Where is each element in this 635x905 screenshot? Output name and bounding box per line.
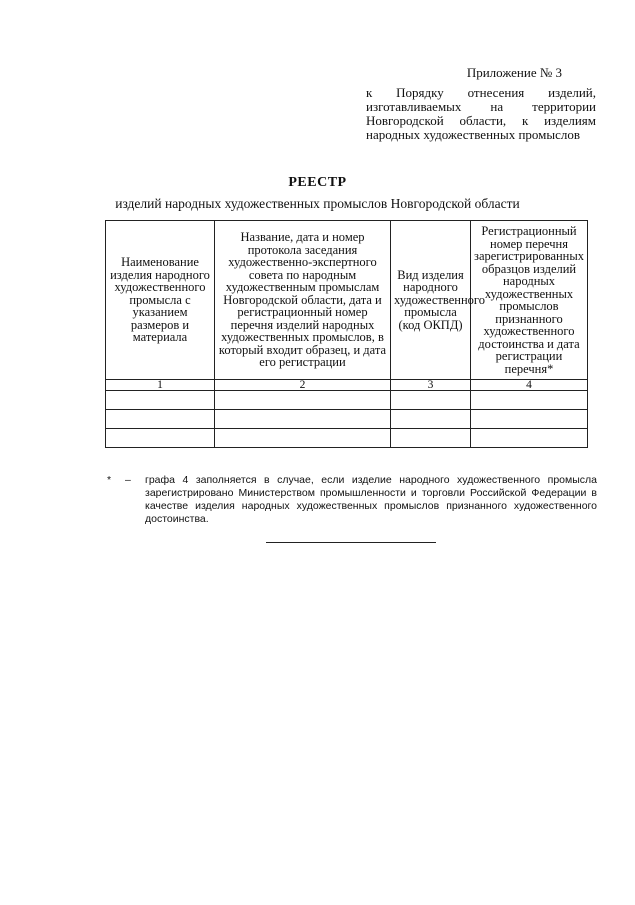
table-cell <box>215 429 391 448</box>
appendix-description: к Порядку отнесения изделий, изготавливаемых на территории Новгородской области, к изделиям народных художественных промыслов <box>366 85 596 142</box>
footnote-text: графа 4 заполняется в случае, если изделие народного художественного промысла зарегистрировано Министерством промышленности и торговли Российской Федерации в качестве изделия народных художественных промыслов признанного художественного достоинства. <box>145 474 597 525</box>
table-cell <box>391 410 471 429</box>
footnote <box>107 474 597 526</box>
table-cell <box>471 391 588 410</box>
column-number-row <box>106 380 588 391</box>
table-cell <box>106 429 215 448</box>
table-row <box>106 410 588 429</box>
header-cell-registration: Регистрационный номер перечня зарегистрированных образцов изделий народных художественных промыслов признанного художественного достоинства и дата регистрации перечня* <box>471 221 588 380</box>
table-cell <box>391 391 471 410</box>
appendix-number: Приложение № 3 <box>466 65 562 80</box>
header-cell-protocol: Название, дата и номер протокола заседания художественно-экспертного совета по народным художественным промыслам Новгородской области, дата и регистрационный номер перечня изделий народных художественных промыслов, в который входит образец, и дата его регистрации <box>215 221 391 380</box>
footnote-mark: * <box>107 474 112 486</box>
header-cell-type: Вид изделия народного художественного промысла (код ОКПД) <box>391 221 471 380</box>
table-row <box>106 391 588 410</box>
column-number: 2 <box>215 380 391 391</box>
table-header-row <box>106 221 588 380</box>
column-number: 3 <box>391 380 471 391</box>
table-cell <box>215 391 391 410</box>
table-cell <box>215 410 391 429</box>
appendix-block <box>366 66 596 142</box>
table-cell <box>106 391 215 410</box>
table-cell <box>391 429 471 448</box>
table-row <box>106 429 588 448</box>
table-cell <box>106 410 215 429</box>
header-cell-name: Наименование изделия народного художественного промысла с указанием размеров и материала <box>106 221 215 380</box>
document-subtitle: изделий народных художественных промыслов Новгородской области <box>115 196 520 211</box>
document-title: РЕЕСТР <box>288 175 347 190</box>
column-number: 4 <box>471 380 588 391</box>
column-number: 1 <box>106 380 215 391</box>
registry-table <box>105 220 588 448</box>
table-cell <box>471 410 588 429</box>
closing-rule <box>266 542 436 543</box>
table-cell <box>471 429 588 448</box>
footnote-dash: – <box>125 474 131 486</box>
